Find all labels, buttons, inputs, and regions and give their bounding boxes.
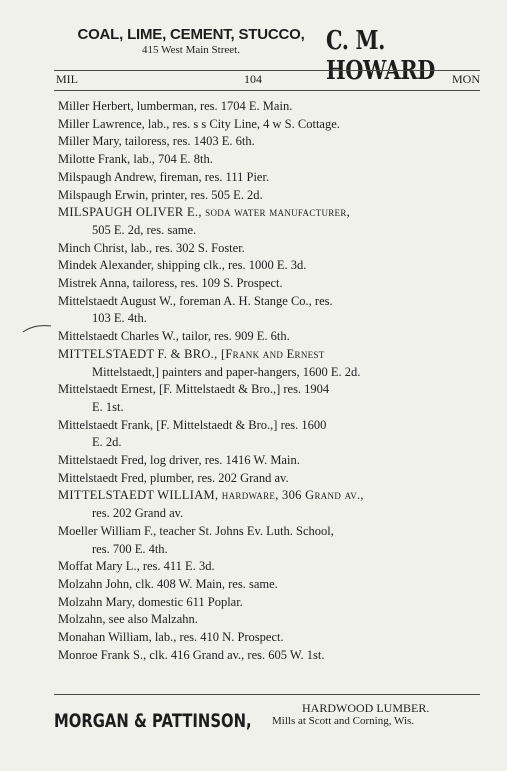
entry-list: [58, 98, 482, 665]
pen-mark-icon: [22, 322, 52, 334]
list-item: Miller Lawrence, lab., res. s s City Line, 4 w S. Cottage.: [58, 116, 340, 131]
list-item: res. 700 E. 4th.: [92, 541, 168, 556]
top-ad-name: C. M. HOWARD: [326, 26, 435, 86]
header-rule-bottom: [54, 90, 480, 91]
bottom-ad-name: MORGAN & PATTINSON,: [54, 710, 252, 732]
list-item: Mittelstaedt Frank, [F. Mittelstaedt & Bro.,] res. 1600: [58, 417, 327, 432]
list-item: Miller Mary, tailoress, res. 1403 E. 6th.: [58, 134, 255, 149]
running-header: [56, 72, 480, 88]
list-item: Milspaugh Erwin, printer, res. 505 E. 2d.: [58, 187, 263, 202]
list-item: MITTELSTAEDT WILLIAM, hardware, 306 Grand av.,: [58, 488, 364, 503]
bottom-ad-details: [272, 702, 429, 728]
header-right: MON: [451, 72, 480, 86]
list-item: Molzahn, see also Malzahn.: [58, 612, 198, 627]
list-item: Moffat Mary L., res. 411 E. 3d.: [58, 559, 215, 574]
list-item: Mittelstaedt Fred, log driver, res. 1416 W. Main.: [58, 453, 300, 468]
list-item: Mittelstaedt Fred, plumber, res. 202 Grand av.: [58, 470, 289, 485]
list-item: Mistrek Anna, tailoress, res. 109 S. Prospect.: [58, 276, 283, 291]
list-item: Mittelstaedt,] painters and paper-hangers, 1600 E. 2d.: [92, 364, 361, 379]
top-ad-products: COAL, LIME, CEMENT, STUCCO,: [77, 26, 305, 43]
list-item: Monroe Frank S., clk. 416 Grand av., res. 605 W. 1st.: [58, 647, 325, 662]
directory-page: [50, 18, 480, 758]
footer-rule: [54, 694, 480, 695]
list-item: Miller Herbert, lumberman, res. 1704 E. Main.: [58, 99, 293, 113]
list-item: MITTELSTAEDT F. & BRO., [Frank and Ernest: [58, 346, 325, 361]
list-item: Monahan William, lab., res. 410 N. Prospect.: [58, 630, 284, 645]
bottom-advertisement: [50, 698, 480, 748]
list-item: MILSPAUGH OLIVER E., soda water manufacturer,: [58, 205, 351, 220]
list-item: Mindek Alexander, shipping clk., res. 1000 E. 3d.: [58, 258, 307, 273]
list-item: 103 E. 4th.: [92, 311, 147, 326]
list-item: Molzahn Mary, domestic 611 Poplar.: [58, 594, 243, 609]
bottom-ad-line1: HARDWOOD LUMBER.: [302, 701, 430, 715]
list-item: Mittelstaedt Ernest, [F. Mittelstaedt & Bro.,] res. 1904: [58, 382, 330, 397]
top-ad-address: 415 West Main Street.: [142, 44, 240, 56]
header-rule-top: [54, 70, 480, 71]
page-number: 104: [244, 72, 262, 86]
list-item: E. 1st.: [92, 399, 124, 414]
list-item: Moeller William F., teacher St. Johns Ev. Luth. School,: [58, 523, 334, 538]
list-item: Mittelstaedt Charles W., tailor, res. 909 E. 6th.: [58, 329, 290, 344]
list-item: res. 202 Grand av.: [92, 506, 184, 521]
list-item: Minch Christ, lab., res. 302 S. Foster.: [58, 240, 245, 255]
list-item: Mittelstaedt August W., foreman A. H. Stange Co., res.: [58, 293, 333, 308]
list-item: Milspaugh Andrew, fireman, res. 111 Pier.: [58, 169, 270, 184]
list-item: Milotte Frank, lab., 704 E. 8th.: [58, 152, 213, 167]
header-left: MIL: [56, 72, 78, 86]
list-item: 505 E. 2d, res. same.: [92, 222, 197, 237]
list-item: Molzahn John, clk. 408 W. Main, res. same.: [58, 576, 278, 591]
top-ad-left: [56, 26, 326, 56]
list-item: E. 2d.: [92, 435, 122, 450]
bottom-ad-line2: Mills at Scott and Corning, Wis.: [272, 715, 415, 727]
